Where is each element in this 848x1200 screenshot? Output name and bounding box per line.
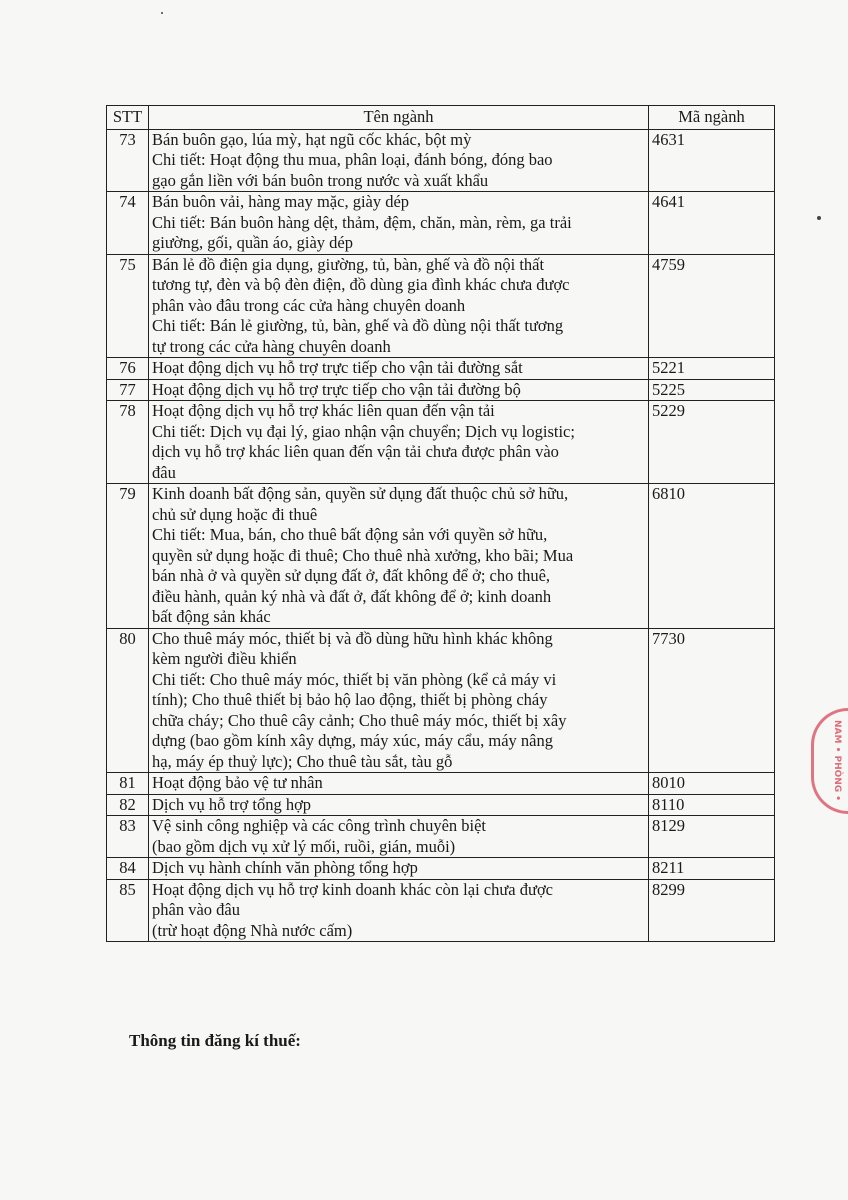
row-industry-code: 5221 [649, 358, 775, 380]
industry-text-line: bất động sản khác [152, 607, 271, 626]
row-stt: 78 [107, 401, 149, 484]
industry-text-line: tự trong các cửa hàng chuyên doanh [152, 336, 391, 356]
row-stt: 84 [107, 858, 149, 880]
industry-text-line: dịch vụ hỗ trợ khác liên quan đến vận tải chưa được phân vào [152, 442, 559, 461]
industry-text-line: Chi tiết: Dịch vụ đại lý, giao nhận vận chuyển; Dịch vụ logistic; [152, 421, 575, 441]
industry-text-line: Hoạt động bảo vệ tư nhân [152, 773, 323, 792]
row-industry-code: 8110 [649, 794, 775, 816]
table-row [107, 879, 775, 942]
row-industry-name [149, 401, 649, 484]
industry-text-line: Chi tiết: Bán buôn hàng dệt, thảm, đệm, chăn, màn, rèm, ga trải [152, 212, 572, 232]
row-industry-code: 8211 [649, 858, 775, 880]
industry-text-line: điều hành, quản ký nhà và đất ở, đất không để ở; kinh doanh [152, 586, 552, 606]
industry-text-line: quyền sử dụng hoặc đi thuê; Cho thuê nhà xưởng, kho bãi; Mua [152, 545, 574, 565]
industry-text-line: dựng (bao gồm kính xây dựng, máy xúc, máy cẩu, máy nâng [152, 731, 553, 750]
row-industry-code: 5229 [649, 401, 775, 484]
industry-text-line: phân vào đâu [152, 900, 240, 919]
row-industry-name [149, 858, 649, 880]
table-row [107, 773, 775, 795]
industry-text-line: (bao gồm dịch vụ xử lý mối, ruồi, gián, muỗi) [152, 836, 456, 856]
row-industry-name [149, 358, 649, 380]
row-industry-name [149, 192, 649, 255]
row-industry-code: 8299 [649, 879, 775, 942]
table-body [107, 129, 775, 942]
row-industry-name [149, 129, 649, 192]
row-stt: 82 [107, 794, 149, 816]
industry-text-line: Chi tiết: Hoạt động thu mua, phân loại, đánh bóng, đóng bao [152, 150, 553, 169]
stamp-text: NAM • PHÒNG • [832, 720, 842, 802]
table-row [107, 816, 775, 858]
industry-text-line: Hoạt động dịch vụ hỗ trợ kinh doanh khác còn lại chưa được [152, 879, 553, 899]
table-row [107, 254, 775, 358]
row-stt: 80 [107, 628, 149, 773]
row-stt: 77 [107, 379, 149, 401]
industry-text-line: gạo gắn liền với bán buôn trong nước và xuất khẩu [152, 170, 489, 190]
industry-text-line: chủ sử dụng hoặc đi thuê [152, 504, 318, 524]
scan-speck [817, 216, 821, 220]
industry-text-line: Chi tiết: Mua, bán, cho thuê bất động sản với quyền sở hữu, [152, 525, 548, 544]
row-industry-name [149, 379, 649, 401]
industry-text-line: Hoạt động dịch vụ hỗ trợ trực tiếp cho vận tải đường sắt [152, 358, 523, 377]
row-industry-name [149, 773, 649, 795]
table-row [107, 358, 775, 380]
industry-text-line: tương tự, đèn và bộ đèn điện, đồ dùng gia đình khác chưa được [152, 275, 570, 294]
row-stt: 85 [107, 879, 149, 942]
industry-text-line: (trừ hoạt động Nhà nước cấm) [152, 920, 353, 940]
industry-text-line: phân vào đâu trong các cửa hàng chuyên doanh [152, 295, 466, 315]
industry-text-line: đâu [152, 462, 176, 482]
industry-text-line: Bán lẻ đồ điện gia dụng, giường, tủ, bàn, ghế và đồ nội thất [152, 254, 545, 274]
industry-text-line: Chi tiết: Cho thuê máy móc, thiết bị văn phòng (kể cả máy vi [152, 669, 557, 689]
table-header-row [107, 106, 775, 130]
industry-text-line: tính); Cho thuê thiết bị bảo hộ lao động, thiết bị phòng cháy [152, 690, 548, 709]
row-stt: 73 [107, 129, 149, 192]
industry-text-line: Bán buôn vải, hàng may mặc, giày dép [152, 192, 410, 211]
industry-text-line: chữa cháy; Cho thuê cây cảnh; Cho thuê máy móc, thiết bị xây [152, 710, 567, 730]
row-industry-code: 4631 [649, 129, 775, 192]
table-row [107, 794, 775, 816]
table-row [107, 484, 775, 629]
row-industry-code: 4641 [649, 192, 775, 255]
header-stt: STT [107, 106, 149, 130]
row-industry-code: 5225 [649, 379, 775, 401]
industry-text-line: Hoạt động dịch vụ hỗ trợ trực tiếp cho vận tải đường bộ [152, 379, 521, 399]
row-industry-code: 6810 [649, 484, 775, 629]
row-stt: 81 [107, 773, 149, 795]
row-industry-name [149, 794, 649, 816]
table-row [107, 379, 775, 401]
industry-text-line: Hoạt động dịch vụ hỗ trợ khác liên quan đến vận tải [152, 401, 495, 420]
table-row [107, 192, 775, 255]
row-stt: 76 [107, 358, 149, 380]
industry-text-line: bán nhà ở và quyền sử dụng đất ở, đất không để ở; cho thuê, [152, 566, 551, 585]
red-stamp-seal [811, 708, 848, 814]
industry-text-line: kèm người điều khiển [152, 649, 297, 668]
row-industry-name [149, 816, 649, 858]
industry-text-line: Cho thuê máy móc, thiết bị và đồ dùng hữu hình khác không [152, 628, 553, 648]
table-row [107, 628, 775, 773]
row-industry-code: 4759 [649, 254, 775, 358]
header-name: Tên ngành [149, 106, 649, 130]
scan-speck [161, 12, 163, 14]
industry-text-line: Vệ sinh công nghiệp và các công trình chuyên biệt [152, 816, 487, 835]
row-stt: 79 [107, 484, 149, 629]
row-stt: 74 [107, 192, 149, 255]
row-industry-code: 7730 [649, 628, 775, 773]
header-code: Mã ngành [649, 106, 775, 130]
row-industry-name [149, 484, 649, 629]
tax-info-heading: Thông tin đăng kí thuế: [129, 1031, 301, 1050]
table-row [107, 129, 775, 192]
industry-text-line: hạ, máy ép thuỷ lực); Cho thuê tàu sắt, tàu gỗ [152, 751, 453, 771]
industry-text-line: Kinh doanh bất động sản, quyền sử dụng đất thuộc chủ sở hữu, [152, 484, 569, 503]
industry-text-line: Bán buôn gạo, lúa mỳ, hạt ngũ cốc khác, bột mỳ [152, 129, 472, 149]
industry-text-line: Dịch vụ hỗ trợ tổng hợp [152, 794, 312, 814]
row-stt: 83 [107, 816, 149, 858]
industry-text-line: Dịch vụ hành chính văn phòng tổng hợp [152, 858, 418, 877]
industry-text-line: giường, gối, quần áo, giày dép [152, 233, 353, 252]
row-industry-name [149, 254, 649, 358]
row-industry-name [149, 628, 649, 773]
table-row [107, 858, 775, 880]
industry-text-line: Chi tiết: Bán lẻ giường, tủ, bàn, ghế và đồ dùng nội thất tương [152, 316, 564, 335]
table-row [107, 401, 775, 484]
row-industry-name [149, 879, 649, 942]
row-industry-code: 8010 [649, 773, 775, 795]
row-industry-code: 8129 [649, 816, 775, 858]
business-lines-table [106, 105, 775, 942]
row-stt: 75 [107, 254, 149, 358]
